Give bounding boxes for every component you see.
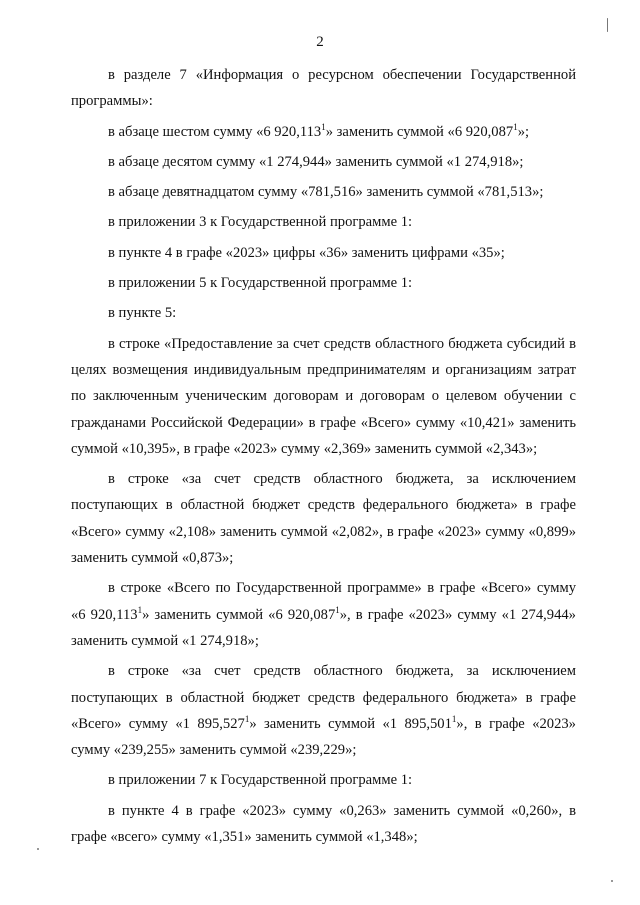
text-segment: », в графе «2023» сумму «239,255» заменить суммой «239,229»; [71,715,576,759]
paragraph-appendix-3 [71,209,576,235]
paragraph-text: в разделе 7 «Информация о ресурсном обеспечении Государственной программы»: [71,67,576,110]
paragraph-appendix-7 [71,767,576,793]
footnote-mark: 1 [321,121,326,132]
text-segment: », в графе «2023» сумму «1 274,944» заменить суммой «1 274,918»; [71,606,576,649]
paragraph-row-subsidies [71,331,576,462]
paragraph-text: в пункте 4 в графе «2023» цифры «36» заменить цифрами «35»; [108,244,505,261]
text-segment: » заменить суммой «6 920,087 [142,606,336,623]
paragraph-row-regional-total [71,658,576,763]
paragraph-row-total [71,575,576,654]
paragraph-text: в пункте 4 в графе «2023» сумму «0,263» заменить суммой «0,260», в графе «всего» сумму «1,351» заменить суммой «1,348»; [71,802,576,846]
scan-speck [37,848,39,850]
text-segment: в абзаце шестом сумму «6 920,113 [108,123,322,140]
scan-speck [607,18,608,32]
text-segment: в строке «за счет средств областного бюджета, за исключением поступающих в областной бюджет средств федерального бюджета» в графе «Всего» сумму «1 895,527 [71,663,576,732]
paragraph-abzac-19 [71,179,576,205]
paragraph-appendix-5 [71,270,576,296]
paragraph-section-7 [71,62,576,115]
footnote-mark: 1 [513,121,518,132]
paragraph-item-4 [71,240,576,266]
page-number: 2 [316,34,324,50]
document-body [71,62,576,850]
paragraph-text: в приложении 5 к Государственной программе 1: [108,275,413,292]
text-segment: » заменить суммой «6 920,087 [325,123,514,140]
paragraph-abzac-6 [71,119,576,145]
footnote-mark: 1 [244,713,250,724]
footnote-mark: 1 [451,713,457,724]
scan-speck [611,880,613,882]
paragraph-text: в пункте 5: [108,305,177,322]
paragraph-text: в приложении 7 к Государственной программе 1: [108,772,413,789]
text-segment: » заменить суммой «1 895,501 [249,715,452,732]
paragraph-row-regional-budget [71,466,576,571]
text-segment: »; [517,123,530,140]
footnote-mark: 1 [137,604,143,615]
paragraph-abzac-10 [71,149,576,175]
paragraph-text: в строке «за счет средств областного бюджета, за исключением поступающих в областной бюджет средств федерального бюджета» в графе «Всего» сумму «2,108» заменить суммой «2,082», в графе «2023» сумму «0,899» заменить суммой «0,873»; [71,471,576,567]
paragraph-text: в приложении 3 к Государственной программе 1: [108,214,413,231]
paragraph-appendix-7-item-4 [71,798,576,851]
paragraph-text: в абзаце девятнадцатом сумму «781,516» заменить суммой «781,513»; [108,184,544,201]
footnote-mark: 1 [335,604,340,615]
text-segment: в строке «Всего по Государственной программе» в графе «Всего» сумму «6 920,113 [71,580,576,623]
paragraph-text: в абзаце десятом сумму «1 274,944» заменить суммой «1 274,918»; [108,153,524,170]
paragraph-text: в строке «Предоставление за счет средств областного бюджета субсидий в целях возмещения индивидуальным предпринимателям и организациям затрат по заключенным ученическим договорам и договорам о целевом обучении с гражданами Российской Федерации» в графе «Всего» сумму «10,421» заменить суммой «10,395», в графе «2023» сумму «2,369» заменить суммой «2,343»; [71,335,576,457]
paragraph-item-5 [71,300,576,326]
